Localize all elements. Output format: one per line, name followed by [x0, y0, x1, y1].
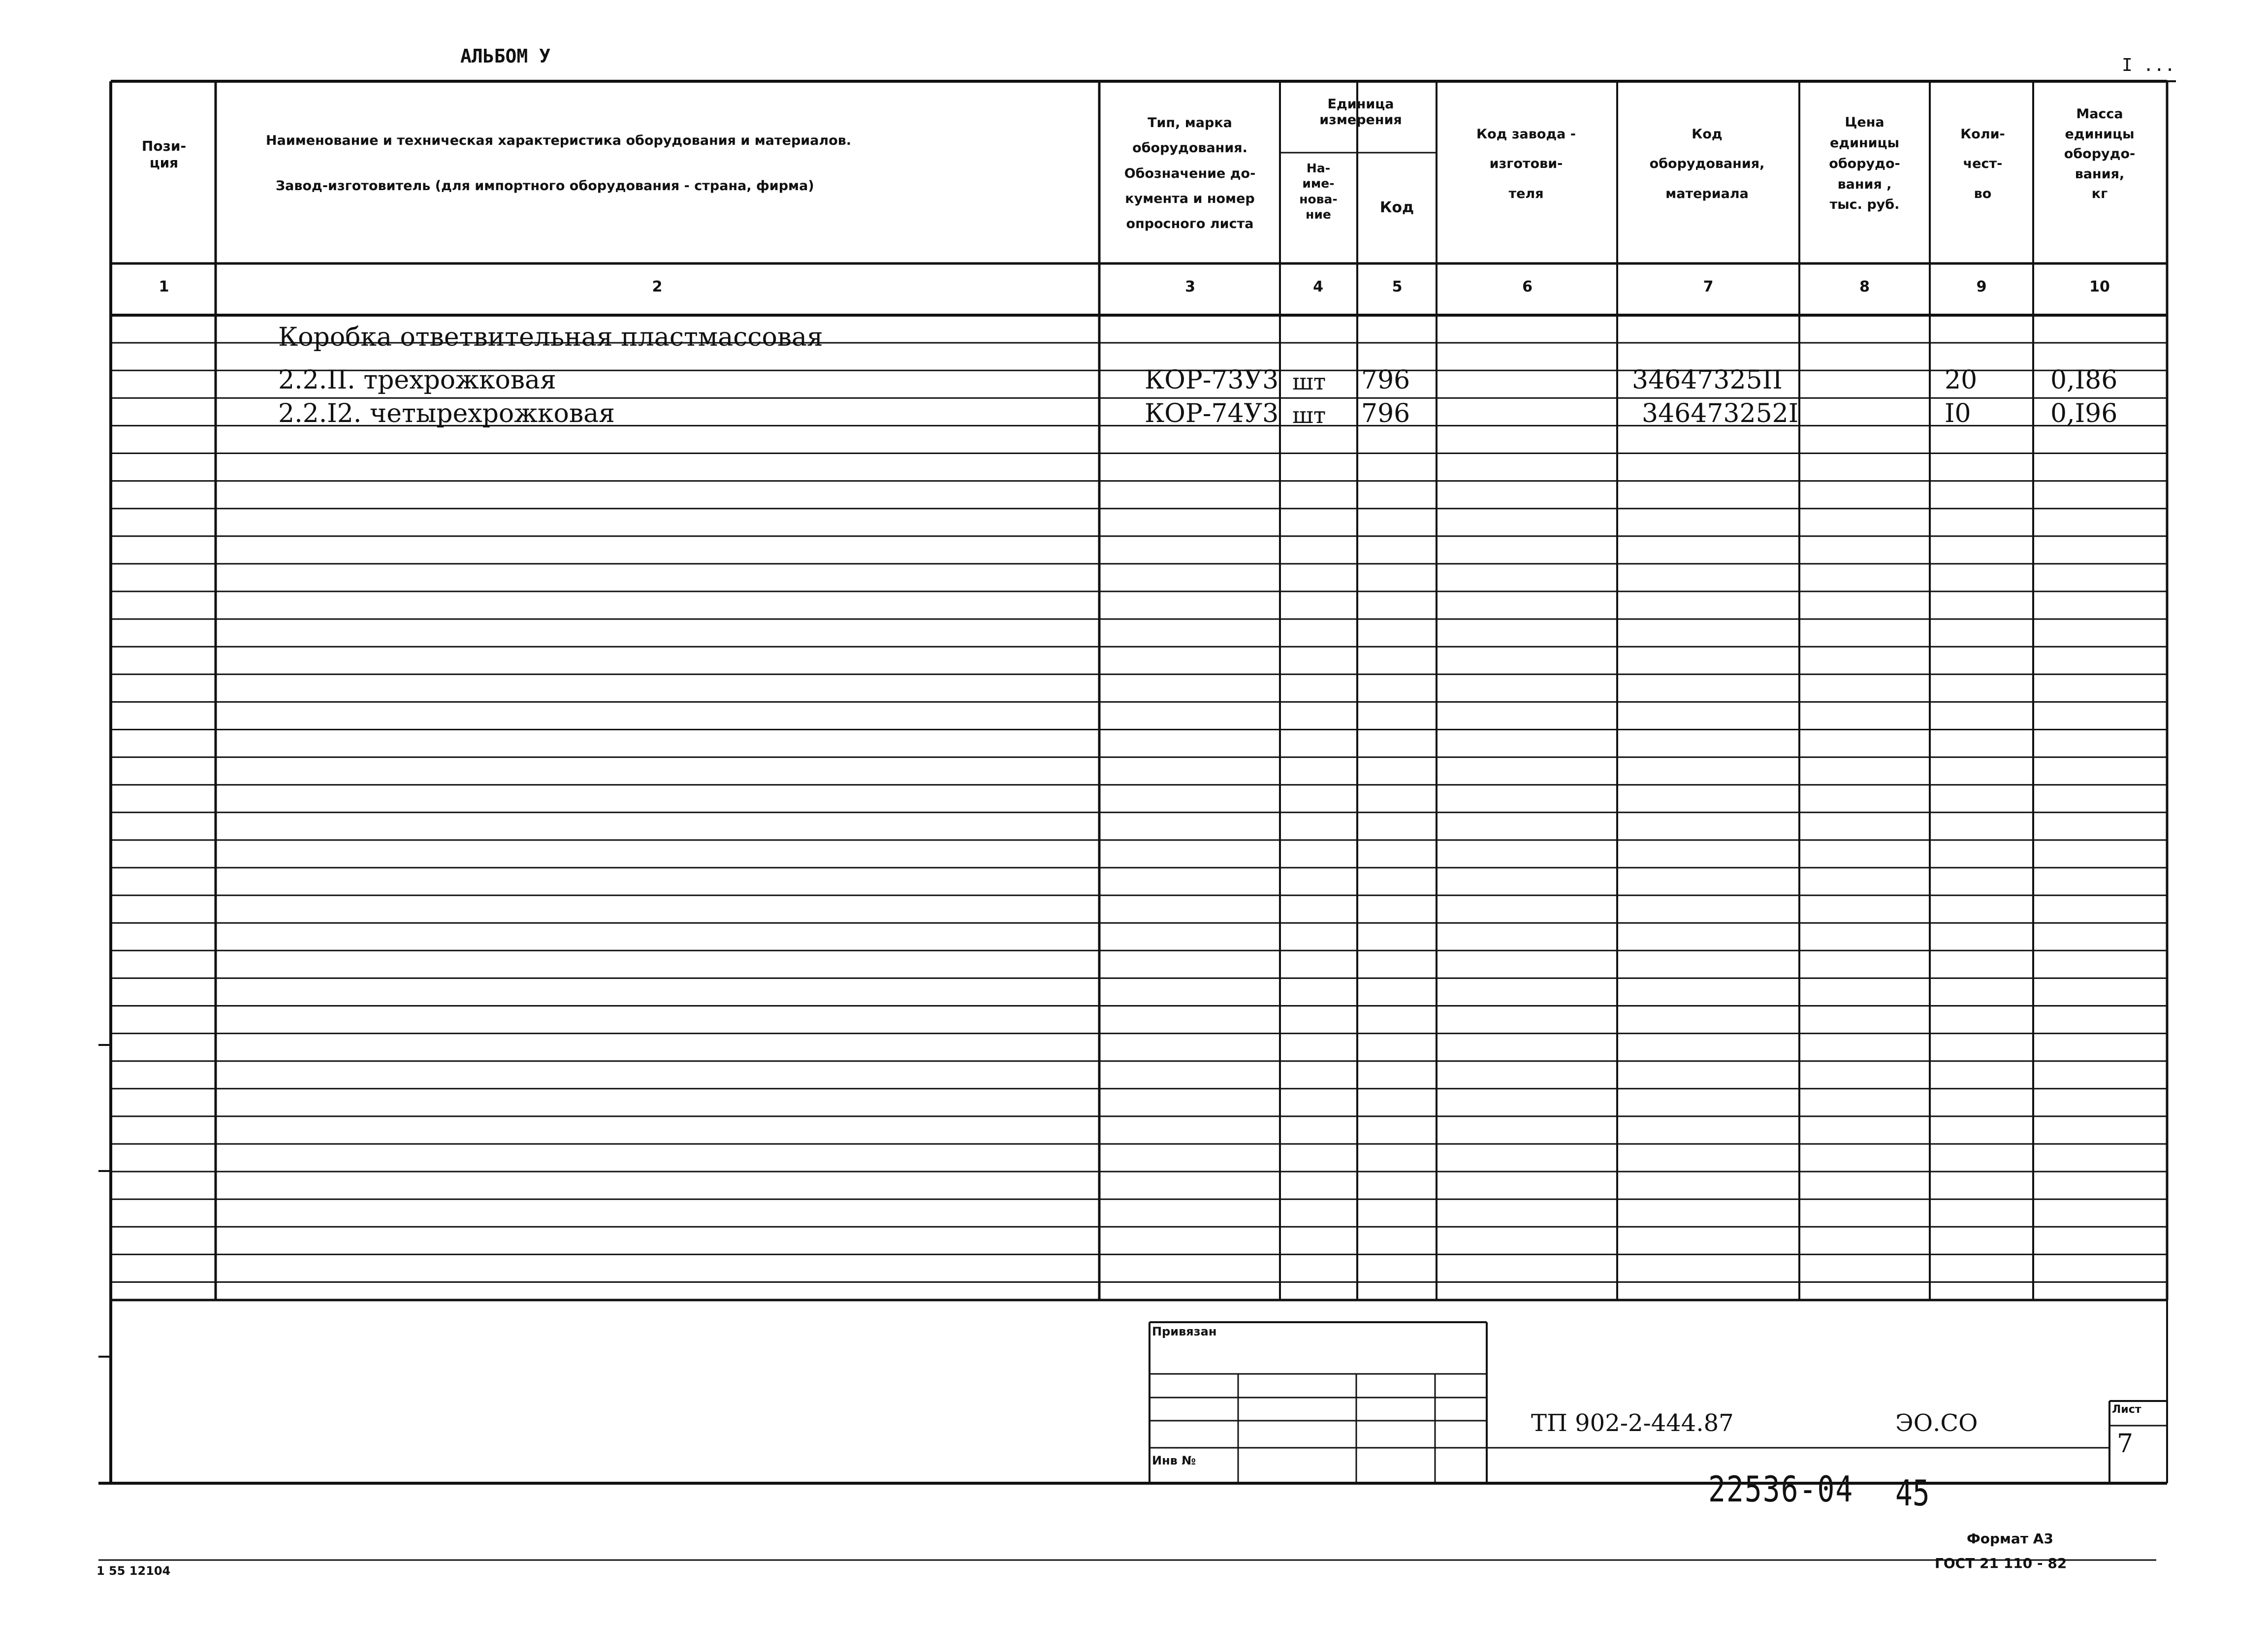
corner-mark: I ...: [2122, 55, 2175, 75]
header-col8: Цена единицы оборудо- вания , тыс. руб.: [1829, 115, 1900, 213]
header-col4: На- име- нова- ние: [1299, 161, 1338, 222]
row-1-code: 796: [1361, 365, 1410, 395]
header-col10: Масса единицы оборудо- вания, кг: [2064, 106, 2136, 201]
row-1-unit: шт: [1292, 368, 1326, 395]
stamp-sheet-label: Лист: [2112, 1403, 2141, 1416]
header-col2-line1: Наименование и техническая характеристика оборудования и материалов.: [266, 133, 852, 148]
gost-label: ГОСТ 21 110 - 82: [1935, 1555, 2067, 1571]
row-1-mass: 0,I86: [2050, 365, 2118, 395]
row-1-name: 2.2.II. трехрожковая: [278, 365, 556, 395]
colnum-9: 9: [1976, 278, 1987, 295]
colnum-5: 5: [1392, 278, 1403, 295]
colnum-8: 8: [1859, 278, 1870, 295]
archive-number: 22536-04: [1708, 1468, 1854, 1510]
stamp-inv-no: Инв №: [1152, 1454, 1196, 1467]
stamp-doc-code: ТП 902-2-444.87: [1531, 1409, 1734, 1437]
stamp-section: ЭО.СО: [1895, 1409, 1978, 1437]
stamp-privyazan: Привязан: [1152, 1325, 1217, 1338]
row-2-qty: I0: [1945, 399, 1971, 428]
format-label: Формат А3: [1967, 1530, 2053, 1547]
row-2-mass: 0,I96: [2050, 399, 2118, 428]
header-col2-line2: Завод-изготовитель (для импортного оборудования - страна, фирма): [276, 178, 814, 194]
row-1-type: КОР-73У3: [1145, 365, 1279, 395]
row-2-unit: шт: [1292, 402, 1326, 428]
album-label: АЛЬБОМ У: [460, 45, 551, 67]
colnum-7: 7: [1703, 278, 1714, 295]
header-col9: Коли- чест- во: [1960, 127, 2005, 201]
header-col7: Код оборудования, материала: [1649, 127, 1765, 201]
stamp-sheet-no: 7: [2117, 1429, 2134, 1459]
colnum-6: 6: [1522, 278, 1533, 295]
row-1-qty: 20: [1945, 365, 1978, 395]
header-unit-group: Единица измерения: [1319, 97, 1402, 128]
colnum-3: 3: [1185, 278, 1195, 295]
header-col1: Пози- ция: [141, 138, 187, 171]
row-2-name: 2.2.I2. четырехрожковая: [278, 399, 615, 428]
colnum-4: 4: [1313, 278, 1323, 295]
colnum-1: 1: [159, 278, 169, 295]
colnum-2: 2: [652, 278, 663, 295]
row-1-equip-code: 34647325II: [1632, 365, 1783, 395]
handwritten-number: 45: [1895, 1472, 1930, 1514]
row-2-code: 796: [1361, 399, 1410, 428]
bottom-left-code: 1 55 12104: [96, 1564, 171, 1578]
row-2-type: КОР-74У3: [1145, 399, 1279, 428]
header-col6: Код завода - изготови- теля: [1476, 127, 1576, 201]
header-col3: Тип, марка оборудования. Обозначение до- кумента и номер опросного листа: [1124, 115, 1256, 232]
row-0-name: Коробка ответвительная пластмассовая: [278, 323, 823, 352]
colnum-10: 10: [2089, 278, 2110, 295]
header-col5: Код: [1379, 199, 1414, 216]
row-2-equip-code: 346473252I: [1642, 399, 1799, 428]
